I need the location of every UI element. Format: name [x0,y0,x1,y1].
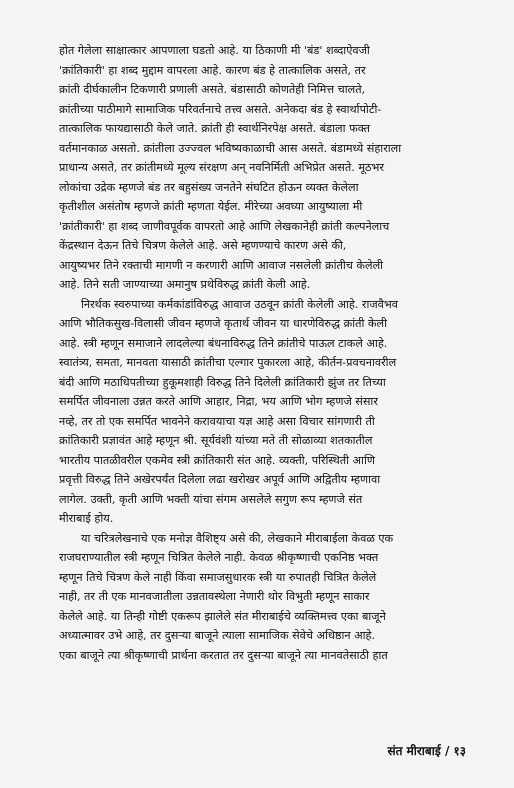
text-line: लागेल. उक्ती, कृती आणि भक्ती यांचा संगम असलेले सगुण रूप म्हणजे संत [59,492,363,506]
text-line: प्रवृत्ती विरुद्ध तिने अखेरपर्यंत दिलेला लढा खरोखर अपूर्व आणि अद्वितीय म्हणावा [59,473,381,486]
text-line: समर्पित जीवनाला उन्नत करते आणि आहार, निद्रा, भय आणि भोग म्हणजे संसार [59,395,378,408]
text-line: म्हणून तिचे चित्रण केले नाही किंवा समाजसुधारक स्त्री या रुपातही चित्रित केलेले [59,570,377,584]
text-line: प्राधान्य असते, तर क्रांतीमध्ये मूल्य संरक्षण अन् नवनिर्मिती अभिप्रेत असते. मूठभर [59,161,384,174]
text-line: नाही, तर ती एक मानवजातीला उन्नतावस्थेला नेणारी थोर विभुती म्हणून साकार [59,590,370,603]
text-line: मीराबाई होय. [59,512,114,525]
text-line: क्रांती दीर्घकालीन टिकणारी प्रणाली असते. बंडासाठी कोणतेही निमित्त चालते, [59,83,366,96]
text-line: या चरित्रलेखनाचे एक मनोज्ञ वैशिष्ट्य असे की, लेखकाने मीराबाईला केवळ एक [81,531,394,545]
text-line: 'क्रांतिकारी' हा शब्द मुद्दाम वापरला आहे. कारण बंड हे तात्कालिक असते, तर [59,63,366,77]
paragraph [59,529,459,666]
text-line: लोकांचा उद्रेक म्हणजे बंड तर बहुसंख्य जनतेने संघटित होऊन व्यक्त केलेला [59,180,359,194]
text-line: वर्तमानकाळ असतो. क्रांतीला उज्ज्वल भविष्यकाळाची आस असते. बंडामध्ये संहाराला [59,141,402,155]
text-line: तात्कालिक फायद्यासाठी केले जाते. क्रांती ही स्वार्थनिरपेक्ष असते. बंडाला फक्त [59,122,371,135]
text-line: राजघराण्यातील स्त्री म्हणून चित्रित केलेले नाही. केवळ श्रीकृष्णाची एकनिष्ठ भक्त [59,551,379,564]
text-line: एका बाजूने त्या श्रीकृष्णाची प्रार्थना करतात तर दुसऱ्या बाजूने त्या मानवतेसाठी हात [59,648,388,662]
text-line: आहे. तिने सती जाण्याच्या अमानुष प्रथेविरुद्ध क्रांती केली आहे. [59,278,311,291]
body-text [59,41,459,665]
text-line: निरर्थक स्वरुपाच्या कर्मकांडांविरुद्ध आवाज उठवून क्रांती केलेली आहे. राजवैभव [81,297,398,311]
text-line: आयुष्यभर तिने रक्ताची मागणी न करणारी आणि आवाज नसलेली क्रांतीच केलेली [59,258,384,272]
text-line: केलेले आहे. या तिन्ही गोष्टी एकरूप झालेले संत मीराबाईचे व्यक्तिमत्त्व एका बाजूने [59,609,386,623]
text-line: आणि भौतिकसुख-विलासी जीवन म्हणजे कृतार्थ जीवन या धारणेविरुद्ध क्रांती केली [59,317,388,330]
text-line: क्रांतिकारी प्रज्ञावंत आहे म्हणून श्री. सूर्यवंशी यांच्या मते ती सोळाव्या शतकातील [59,434,373,447]
paragraph [59,41,459,295]
text-line: बंदी आणि मठाधिपतीच्या हुकूमशाही विरुद्ध तिने दिलेली क्रांतिकारी झुंज तर तिच्या [59,375,386,389]
text-line: 'क्रांतीकारी' हा शब्द जाणीवपूर्वक वापरतो आहे आणि लेखकानेही क्रांती कल्पनेलाच [59,219,390,233]
text-line: कृतीशील असंतोष म्हणजे क्रांती म्हणता येईल. मीरेच्या अवघ्या आयुष्याला मी [59,200,363,213]
text-line: स्वातंत्र्य, समता, मानवता यासाठी क्रांतीचा एल्गार पुकारला आहे, कीर्तन-प्रवचनावरील [59,356,397,369]
text-line: केंद्रस्थान देऊन तिचे चित्रण केलेले आहे. असे म्हणण्याचे कारण असे की, [59,239,347,252]
text-line: भारतीय पातळीवरील एकमेव स्त्री क्रांतिकारी संत आहे. व्यक्ती, परिस्थिती आणि [59,453,375,467]
text-line: नव्हे, तर तो एक समर्पित भावनेने करावयाचा यज्ञ आहे असा विचार सांगणारी ती [59,414,375,428]
text-line: आहे. स्त्री म्हणून समाजाने लादलेल्या बंधनाविरुद्ध तिने क्रांतीचे पाऊल टाकले आहे. [59,336,388,350]
page-footer-running-title: संत मीराबाई / १३ [387,744,466,758]
text-line: अध्यात्मावर उभे आहे, तर दुसऱ्या बाजूने त्याला सामाजिक सेवेचे अधिष्ठान आहे. [59,629,376,642]
paragraph [59,295,459,529]
text-line: क्रांतीच्या पाठीमागे सामाजिक परिवर्तनाचे तत्त्व असते. अनेकदा बंड हे स्वार्थापोटी- [59,102,382,116]
text-line: होत गेलेला साक्षात्कार आपणाला घडतो आहे. या ठिकाणी मी 'बंड' शब्दाऐवजी [59,44,370,57]
